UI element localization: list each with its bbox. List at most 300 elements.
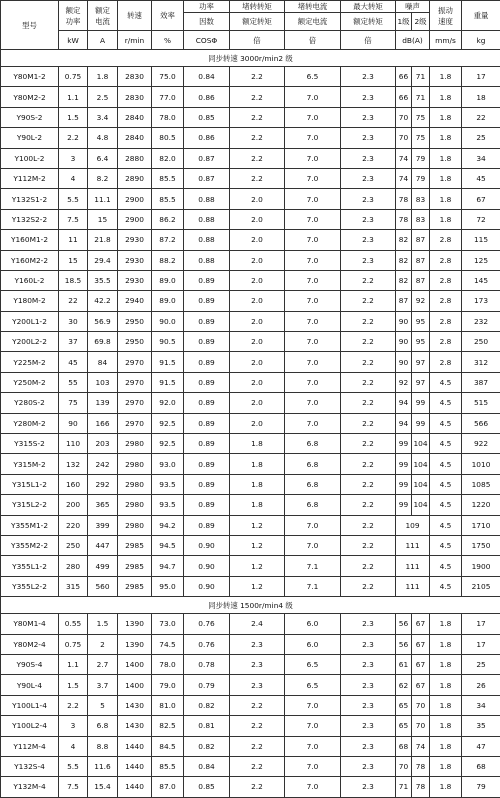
section-title-row (1, 50, 500, 67)
cell-vibration: 4.5 (430, 535, 462, 555)
cell-noise-2: 78 (412, 756, 430, 776)
header-efficiency-unit-text: % (152, 36, 183, 45)
cell-power-factor: 0.76 (184, 634, 230, 654)
cell-noise-1: 94 (396, 413, 412, 433)
cell-stall-current: 7.0 (285, 128, 341, 148)
header-noise (396, 1, 430, 13)
cell-max-torque: 2.3 (341, 654, 396, 674)
cell-noise-2: 75 (412, 107, 430, 127)
cell-stall-current: 7.0 (285, 230, 341, 250)
cell-speed: 2900 (118, 189, 152, 209)
header-text: dB(A) (396, 36, 429, 45)
cell-power: 4 (59, 168, 88, 188)
header-noise-unit (396, 31, 430, 50)
table-row (1, 270, 500, 290)
cell-speed: 2840 (118, 107, 152, 127)
cell-max-torque: 2.2 (341, 413, 396, 433)
cell-efficiency: 79.0 (152, 675, 184, 695)
cell-current: 84 (88, 352, 118, 372)
cell-noise-2: 92 (412, 291, 430, 311)
cell-vibration: 2.8 (430, 230, 462, 250)
cell-weight: 34 (462, 695, 500, 715)
cell-model: Y355M2-2 (1, 535, 59, 555)
cell-model: Y80M2-2 (1, 87, 59, 107)
cell-speed: 1390 (118, 614, 152, 634)
cell-efficiency: 90.5 (152, 332, 184, 352)
header-power-unit (59, 31, 88, 50)
cell-stall-torque: 1.8 (230, 434, 285, 454)
cell-power: 11 (59, 230, 88, 250)
cell-stall-torque: 1.8 (230, 495, 285, 515)
cell-stall-torque: 2.0 (230, 250, 285, 270)
cell-vibration: 1.8 (430, 209, 462, 229)
cell-weight: 17 (462, 634, 500, 654)
table-row (1, 413, 500, 433)
header-model-label: 型号 (1, 20, 58, 31)
cell-current: 2.5 (88, 87, 118, 107)
cell-speed: 2900 (118, 209, 152, 229)
cell-stall-current: 6.5 (285, 67, 341, 87)
cell-noise-2: 87 (412, 270, 430, 290)
table-row (1, 372, 500, 392)
cell-model: Y355L2-2 (1, 576, 59, 596)
cell-model: Y160L-2 (1, 270, 59, 290)
cell-power-factor: 0.90 (184, 556, 230, 576)
header-text: 因数 (184, 16, 229, 27)
cell-max-torque: 2.2 (341, 332, 396, 352)
cell-noise-1: 90 (396, 311, 412, 331)
table-row (1, 675, 500, 695)
cell-noise-1: 90 (396, 352, 412, 372)
cell-stall-current: 7.0 (285, 250, 341, 270)
cell-stall-current: 7.0 (285, 352, 341, 372)
cell-max-torque: 2.3 (341, 634, 396, 654)
cell-stall-current: 7.1 (285, 556, 341, 576)
cell-model: Y315L2-2 (1, 495, 59, 515)
cell-vibration: 1.8 (430, 128, 462, 148)
cell-vibration: 1.8 (430, 716, 462, 736)
cell-power: 1.1 (59, 87, 88, 107)
cell-power-factor: 0.89 (184, 270, 230, 290)
cell-power: 7.5 (59, 777, 88, 797)
cell-stall-torque: 2.2 (230, 107, 285, 127)
cell-weight: 2105 (462, 576, 500, 596)
cell-noise-1: 78 (396, 189, 412, 209)
cell-power-factor: 0.89 (184, 332, 230, 352)
cell-power-factor: 0.89 (184, 495, 230, 515)
cell-weight: 1220 (462, 495, 500, 515)
cell-speed: 2950 (118, 332, 152, 352)
cell-noise-1: 70 (396, 107, 412, 127)
cell-noise-1: 68 (396, 736, 412, 756)
header-row (1, 1, 500, 13)
cell-max-torque: 2.3 (341, 107, 396, 127)
cell-power: 55 (59, 372, 88, 392)
cell-max-torque: 2.3 (341, 736, 396, 756)
table-row (1, 535, 500, 555)
header-text: 堵转转矩 (230, 1, 284, 12)
cell-model: Y315S-2 (1, 434, 59, 454)
cell-stall-current: 7.0 (285, 413, 341, 433)
header-weight-unit (462, 31, 500, 50)
cell-efficiency: 81.0 (152, 695, 184, 715)
table-row (1, 291, 500, 311)
cell-noise-1: 74 (396, 148, 412, 168)
header-text: 最大转矩 (341, 1, 395, 12)
cell-power-factor: 0.81 (184, 716, 230, 736)
header-max-torque-unit-text: 倍 (341, 35, 395, 46)
header-text: 额定电流 (285, 16, 340, 27)
cell-max-torque: 2.2 (341, 454, 396, 474)
cell-model: Y355M1-2 (1, 515, 59, 535)
cell-weight: 312 (462, 352, 500, 372)
cell-power: 37 (59, 332, 88, 352)
cell-model: Y315M-2 (1, 454, 59, 474)
cell-stall-current: 7.0 (285, 736, 341, 756)
cell-current: 15 (88, 209, 118, 229)
cell-noise-1: 82 (396, 230, 412, 250)
header-text: 效率 (152, 10, 183, 21)
header-text: 额定 (59, 5, 87, 16)
header-speed (118, 1, 152, 31)
cell-power: 250 (59, 535, 88, 555)
cell-max-torque: 2.2 (341, 556, 396, 576)
cell-max-torque: 2.2 (341, 535, 396, 555)
cell-stall-current: 7.0 (285, 209, 341, 229)
cell-speed: 2970 (118, 413, 152, 433)
cell-weight: 1750 (462, 535, 500, 555)
cell-efficiency: 91.5 (152, 352, 184, 372)
cell-efficiency: 90.0 (152, 311, 184, 331)
cell-power-factor: 0.86 (184, 87, 230, 107)
cell-power-factor: 0.88 (184, 230, 230, 250)
cell-model: Y80M1-2 (1, 67, 59, 87)
header-vibration (430, 1, 462, 31)
cell-vibration: 1.8 (430, 756, 462, 776)
cell-vibration: 1.8 (430, 87, 462, 107)
cell-current: 8.2 (88, 168, 118, 188)
cell-stall-torque: 2.2 (230, 736, 285, 756)
cell-power-factor: 0.89 (184, 515, 230, 535)
cell-stall-torque: 2.3 (230, 654, 285, 674)
cell-efficiency: 82.0 (152, 148, 184, 168)
cell-efficiency: 84.5 (152, 736, 184, 756)
cell-power-factor: 0.85 (184, 107, 230, 127)
table-row (1, 311, 500, 331)
cell-speed: 1440 (118, 756, 152, 776)
cell-noise-1: 99 (396, 454, 412, 474)
cell-noise-2: 83 (412, 209, 430, 229)
cell-stall-current: 7.0 (285, 291, 341, 311)
cell-max-torque: 2.2 (341, 576, 396, 596)
cell-power: 30 (59, 311, 88, 331)
cell-current: 8.8 (88, 736, 118, 756)
section-title: 同步转速 3000r/min2 级 (1, 50, 500, 67)
cell-vibration: 1.8 (430, 695, 462, 715)
cell-power-factor: 0.82 (184, 695, 230, 715)
cell-model: Y100L1-4 (1, 695, 59, 715)
cell-noise-2: 104 (412, 474, 430, 494)
table-row (1, 434, 500, 454)
cell-efficiency: 80.5 (152, 128, 184, 148)
cell-speed: 2985 (118, 576, 152, 596)
cell-noise-1: 78 (396, 209, 412, 229)
cell-current: 69.8 (88, 332, 118, 352)
cell-speed: 2930 (118, 250, 152, 270)
cell-power: 2.2 (59, 128, 88, 148)
cell-weight: 45 (462, 168, 500, 188)
cell-current: 29.4 (88, 250, 118, 270)
cell-efficiency: 85.5 (152, 168, 184, 188)
cell-power: 200 (59, 495, 88, 515)
cell-noise-1: 61 (396, 654, 412, 674)
cell-model: Y225M-2 (1, 352, 59, 372)
cell-power-factor: 0.90 (184, 576, 230, 596)
cell-power: 2.2 (59, 695, 88, 715)
cell-max-torque: 2.2 (341, 495, 396, 515)
cell-noise-1: 99 (396, 434, 412, 454)
cell-stall-torque: 1.8 (230, 474, 285, 494)
cell-power: 75 (59, 393, 88, 413)
header-text: 额定转矩 (341, 16, 395, 27)
cell-speed: 2985 (118, 556, 152, 576)
cell-stall-current: 7.0 (285, 756, 341, 776)
cell-model: Y80M2-4 (1, 634, 59, 654)
cell-noise-2: 95 (412, 332, 430, 352)
table-row (1, 576, 500, 596)
header-max-torque (341, 13, 396, 31)
cell-efficiency: 93.5 (152, 474, 184, 494)
table-row (1, 107, 500, 127)
cell-stall-current: 6.0 (285, 634, 341, 654)
cell-efficiency: 94.7 (152, 556, 184, 576)
cell-vibration: 1.8 (430, 67, 462, 87)
header-stall-torque (230, 13, 285, 31)
cell-current: 11.6 (88, 756, 118, 776)
cell-model: Y112M-4 (1, 736, 59, 756)
cell-model: Y100L-2 (1, 148, 59, 168)
cell-max-torque: 2.3 (341, 777, 396, 797)
cell-vibration: 2.8 (430, 250, 462, 270)
cell-speed: 2970 (118, 393, 152, 413)
table-row (1, 168, 500, 188)
header-text: 电流 (88, 16, 117, 27)
cell-vibration: 4.5 (430, 434, 462, 454)
cell-noise-1: 62 (396, 675, 412, 695)
cell-stall-torque: 2.0 (230, 372, 285, 392)
table-row (1, 614, 500, 634)
cell-stall-torque: 2.2 (230, 695, 285, 715)
cell-max-torque: 2.2 (341, 352, 396, 372)
cell-noise-1: 65 (396, 716, 412, 736)
cell-power: 90 (59, 413, 88, 433)
header-power-unit-text: kW (59, 36, 87, 45)
cell-noise-1: 99 (396, 495, 412, 515)
cell-power-factor: 0.89 (184, 474, 230, 494)
cell-vibration: 2.8 (430, 352, 462, 372)
cell-vibration: 1.8 (430, 634, 462, 654)
cell-efficiency: 74.5 (152, 634, 184, 654)
cell-weight: 18 (462, 87, 500, 107)
cell-power: 160 (59, 474, 88, 494)
cell-stall-current: 7.0 (285, 311, 341, 331)
header-stall-torque-unit (230, 31, 285, 50)
header-current (88, 1, 118, 31)
header-row (1, 31, 500, 50)
cell-speed: 2970 (118, 372, 152, 392)
cell-weight: 125 (462, 250, 500, 270)
cell-speed: 2890 (118, 168, 152, 188)
cell-model: Y280M-2 (1, 413, 59, 433)
cell-power-factor: 0.87 (184, 168, 230, 188)
header-power (59, 1, 88, 31)
cell-max-torque: 2.2 (341, 515, 396, 535)
cell-noise-2: 74 (412, 736, 430, 756)
cell-stall-current: 6.0 (285, 614, 341, 634)
cell-noise-2: 67 (412, 634, 430, 654)
cell-power-factor: 0.90 (184, 535, 230, 555)
cell-vibration: 1.8 (430, 777, 462, 797)
cell-weight: 566 (462, 413, 500, 433)
cell-weight: 79 (462, 777, 500, 797)
cell-stall-torque: 2.4 (230, 614, 285, 634)
header-current-unit (88, 31, 118, 50)
cell-noise-1: 92 (396, 372, 412, 392)
cell-power: 3 (59, 716, 88, 736)
cell-current: 166 (88, 413, 118, 433)
cell-power: 1.5 (59, 107, 88, 127)
cell-efficiency: 93.5 (152, 495, 184, 515)
cell-current: 15.4 (88, 777, 118, 797)
cell-power-factor: 0.89 (184, 311, 230, 331)
cell-stall-torque: 1.2 (230, 576, 285, 596)
cell-max-torque: 2.2 (341, 372, 396, 392)
cell-max-torque: 2.2 (341, 291, 396, 311)
cell-noise-1: 94 (396, 393, 412, 413)
cell-speed: 2980 (118, 515, 152, 535)
table-row (1, 393, 500, 413)
cell-speed: 1400 (118, 654, 152, 674)
cell-model: Y280S-2 (1, 393, 59, 413)
cell-model: Y90L-2 (1, 128, 59, 148)
cell-current: 1.8 (88, 67, 118, 87)
cell-power: 22 (59, 291, 88, 311)
table-row (1, 67, 500, 87)
cell-noise-1: 99 (396, 474, 412, 494)
cell-efficiency: 87.0 (152, 777, 184, 797)
cell-speed: 2930 (118, 270, 152, 290)
cell-efficiency: 88.2 (152, 250, 184, 270)
cell-power: 45 (59, 352, 88, 372)
cell-model: Y355L1-2 (1, 556, 59, 576)
cell-stall-torque: 2.0 (230, 270, 285, 290)
cell-vibration: 4.5 (430, 454, 462, 474)
cell-efficiency: 94.2 (152, 515, 184, 535)
cell-vibration: 4.5 (430, 576, 462, 596)
cell-power: 315 (59, 576, 88, 596)
cell-current: 42.2 (88, 291, 118, 311)
cell-weight: 250 (462, 332, 500, 352)
cell-vibration: 1.8 (430, 675, 462, 695)
cell-power-factor: 0.89 (184, 393, 230, 413)
cell-vibration: 4.5 (430, 556, 462, 576)
cell-noise-1: 71 (396, 777, 412, 797)
cell-efficiency: 89.0 (152, 291, 184, 311)
cell-current: 4.8 (88, 128, 118, 148)
cell-weight: 17 (462, 67, 500, 87)
header-noise-grade2 (412, 13, 430, 31)
cell-power: 220 (59, 515, 88, 535)
cell-noise-1: 90 (396, 332, 412, 352)
table-row (1, 695, 500, 715)
cell-speed: 2980 (118, 495, 152, 515)
cell-speed: 1390 (118, 634, 152, 654)
cell-power-factor: 0.88 (184, 209, 230, 229)
cell-speed: 1440 (118, 736, 152, 756)
table-row (1, 148, 500, 168)
header-pf (184, 13, 230, 31)
cell-stall-torque: 2.2 (230, 67, 285, 87)
cell-stall-current: 7.0 (285, 87, 341, 107)
cell-stall-torque: 2.0 (230, 209, 285, 229)
cell-vibration: 1.8 (430, 107, 462, 127)
cell-weight: 115 (462, 230, 500, 250)
cell-power: 7.5 (59, 209, 88, 229)
cell-weight: 17 (462, 614, 500, 634)
cell-stall-torque: 2.2 (230, 756, 285, 776)
cell-power: 5.5 (59, 189, 88, 209)
header-text: 额定 (88, 5, 117, 16)
cell-efficiency: 75.0 (152, 67, 184, 87)
cell-stall-torque: 2.2 (230, 777, 285, 797)
header-text: 重量 (462, 10, 500, 21)
cell-speed: 2970 (118, 352, 152, 372)
header-model (1, 1, 59, 50)
cell-power: 0.75 (59, 67, 88, 87)
cell-noise-2: 67 (412, 675, 430, 695)
cell-max-torque: 2.3 (341, 67, 396, 87)
cell-current: 2.7 (88, 654, 118, 674)
table-row (1, 454, 500, 474)
cell-noise-2: 70 (412, 695, 430, 715)
cell-vibration: 4.5 (430, 413, 462, 433)
cell-model: Y132M-4 (1, 777, 59, 797)
cell-efficiency: 87.2 (152, 230, 184, 250)
cell-weight: 1710 (462, 515, 500, 535)
cell-noise-2: 99 (412, 393, 430, 413)
cell-efficiency: 89.0 (152, 270, 184, 290)
cell-noise-2: 87 (412, 250, 430, 270)
cell-efficiency: 85.5 (152, 756, 184, 776)
cell-stall-current: 7.0 (285, 168, 341, 188)
header-text: 功率 (184, 1, 229, 12)
cell-vibration: 1.8 (430, 189, 462, 209)
cell-stall-current: 7.0 (285, 372, 341, 392)
cell-power: 110 (59, 434, 88, 454)
cell-current: 5 (88, 695, 118, 715)
cell-speed: 1430 (118, 695, 152, 715)
cell-efficiency: 85.5 (152, 189, 184, 209)
cell-stall-torque: 2.2 (230, 716, 285, 736)
cell-max-torque: 2.3 (341, 87, 396, 107)
cell-speed: 2980 (118, 474, 152, 494)
cell-weight: 72 (462, 209, 500, 229)
header-stall-torque (230, 1, 285, 13)
cell-max-torque: 2.3 (341, 250, 396, 270)
header-vibration-unit (430, 31, 462, 50)
table-row (1, 756, 500, 776)
cell-power-factor: 0.76 (184, 614, 230, 634)
